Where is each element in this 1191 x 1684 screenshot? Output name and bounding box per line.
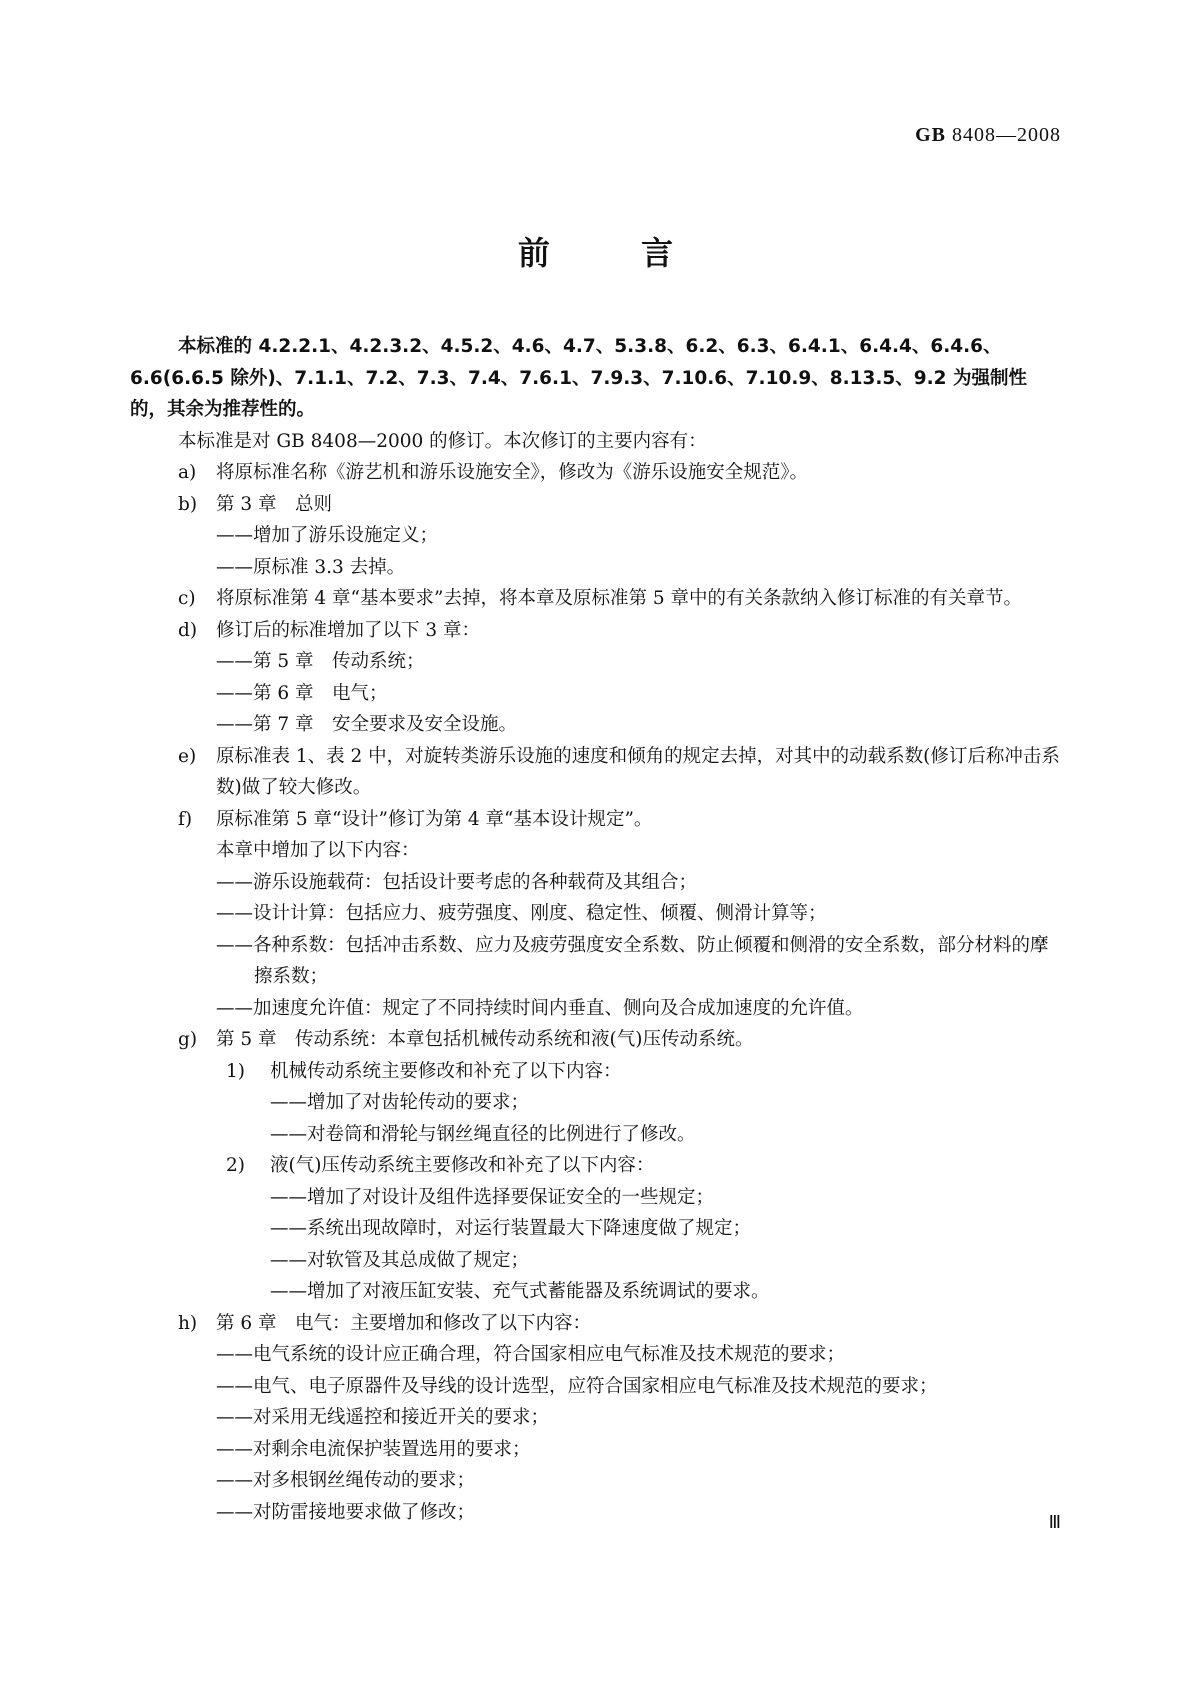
mandatory-clauses-paragraph: 本标准的 4.2.2.1、4.2.3.2、4.5.2、4.6、4.7、5.3.8、6.2、6.3、6.4.1、6.4.4、6.4.6、6.6(6.6.5 除外)、7.1.1、7.2、7.3、7.4、7.6.1、7.9.3、7.10.6、7.10.9、8.13.5、9.2 为强制性的，其余为推荐性的。 bbox=[130, 336, 1027, 420]
revision-intro-paragraph: 本标准是对 GB 8408—2000 的修订。本次修订的主要内容有： bbox=[178, 430, 707, 452]
dash-item: ——电气系统的设计应正确合理，符合国家相应电气标准及技术规范的要求； bbox=[216, 1344, 846, 1365]
dash-item: ——对软管及其总成做了规定； bbox=[270, 1249, 530, 1271]
page-number: Ⅲ bbox=[1048, 1512, 1061, 1532]
standard-code bbox=[915, 124, 1061, 147]
list-item-a: a) 将原标准名称《游艺机和游乐设施安全》，修改为《游乐设施安全规范》。 bbox=[178, 462, 809, 483]
dash-item: ——增加了对液压缸安装、充气式蓄能器及系统调试的要求。 bbox=[270, 1281, 770, 1302]
dash-item: ——对卷筒和滑轮与钢丝绳直径的比例进行了修改。 bbox=[270, 1123, 696, 1145]
dash-item: ——系统出现故障时，对运行装置最大下降速度做了规定； bbox=[270, 1218, 752, 1239]
sub-item-1: 1) 机械传动系统主要修改和补充了以下内容： bbox=[226, 1060, 622, 1082]
dash-item: ——第 7 章 安全要求及安全设施。 bbox=[216, 714, 518, 735]
dash-item: ——第 6 章 电气； bbox=[216, 682, 388, 704]
dash-item: ——增加了对设计及组件选择要保证安全的一些规定； bbox=[270, 1186, 715, 1208]
dash-item: ——增加了游乐设施定义； bbox=[216, 525, 439, 546]
list-item-g: g) 第 5 章 传动系统：本章包括机械传动系统和液(气)压传动系统。 bbox=[178, 1029, 754, 1050]
dash-item: ——电气、电子原器件及导线的设计选型，应符合国家相应电气标准及技术规范的要求； bbox=[216, 1375, 938, 1397]
dash-item: ——加速度允许值：规定了不同持续时间内垂直、侧向及合成加速度的允许值。 bbox=[216, 997, 864, 1019]
dash-item: ——第 5 章 传动系统； bbox=[216, 651, 425, 672]
standard-prefix: GB bbox=[915, 124, 946, 146]
list-item-f-line2: 本章中增加了以下内容： bbox=[216, 840, 420, 861]
dash-item: ——增加了对齿轮传动的要求； bbox=[270, 1092, 530, 1113]
list-item-d: d) 修订后的标准增加了以下 3 章： bbox=[178, 619, 481, 641]
dash-item: ——对防雷接地要求做了修改； bbox=[216, 1501, 476, 1523]
dash-item: ——各种系数：包括冲击系数、应力及疲劳强度安全系数、防止倾覆和侧滑的安全系数，部分材料的摩擦系数； bbox=[216, 934, 1049, 987]
dash-item: ——游乐设施载荷：包括设计要考虑的各种载荷及其组合； bbox=[216, 871, 698, 893]
list-item-e: e) 原标准表 1、表 2 中，对旋转类游乐设施的速度和倾角的规定去掉，对其中的动载系数(修订后称冲击系数)做了较大修改。 bbox=[178, 745, 1060, 798]
dash-item: ——对多根钢丝绳传动的要求； bbox=[216, 1470, 476, 1491]
dash-item: ——对采用无线遥控和接近开关的要求； bbox=[216, 1407, 550, 1428]
dash-item: ——原标准 3.3 去掉。 bbox=[216, 556, 406, 578]
standard-number: 8408—2008 bbox=[946, 124, 1061, 146]
dash-item: ——对剩余电流保护装置选用的要求； bbox=[216, 1438, 531, 1460]
dash-item: ——设计计算：包括应力、疲劳强度、刚度、稳定性、倾覆、侧滑计算等； bbox=[216, 903, 827, 924]
list-item-h: h) 第 6 章 电气：主要增加和修改了以下内容： bbox=[178, 1312, 592, 1334]
list-item-f: f) 原标准第 5 章“设计”修订为第 4 章“基本设计规定”。 bbox=[178, 808, 653, 830]
document-body bbox=[130, 331, 1061, 1528]
page-title: 前 言 bbox=[517, 234, 714, 272]
list-item-c: c) 将原标准第 4 章“基本要求”去掉，将本章及原标准第 5 章中的有关条款纳入修订标准的有关章节。 bbox=[178, 588, 1022, 609]
list-item-b: b) 第 3 章 总则 bbox=[178, 493, 333, 515]
sub-item-2: 2) 液(气)压传动系统主要修改和补充了以下内容： bbox=[226, 1155, 655, 1176]
